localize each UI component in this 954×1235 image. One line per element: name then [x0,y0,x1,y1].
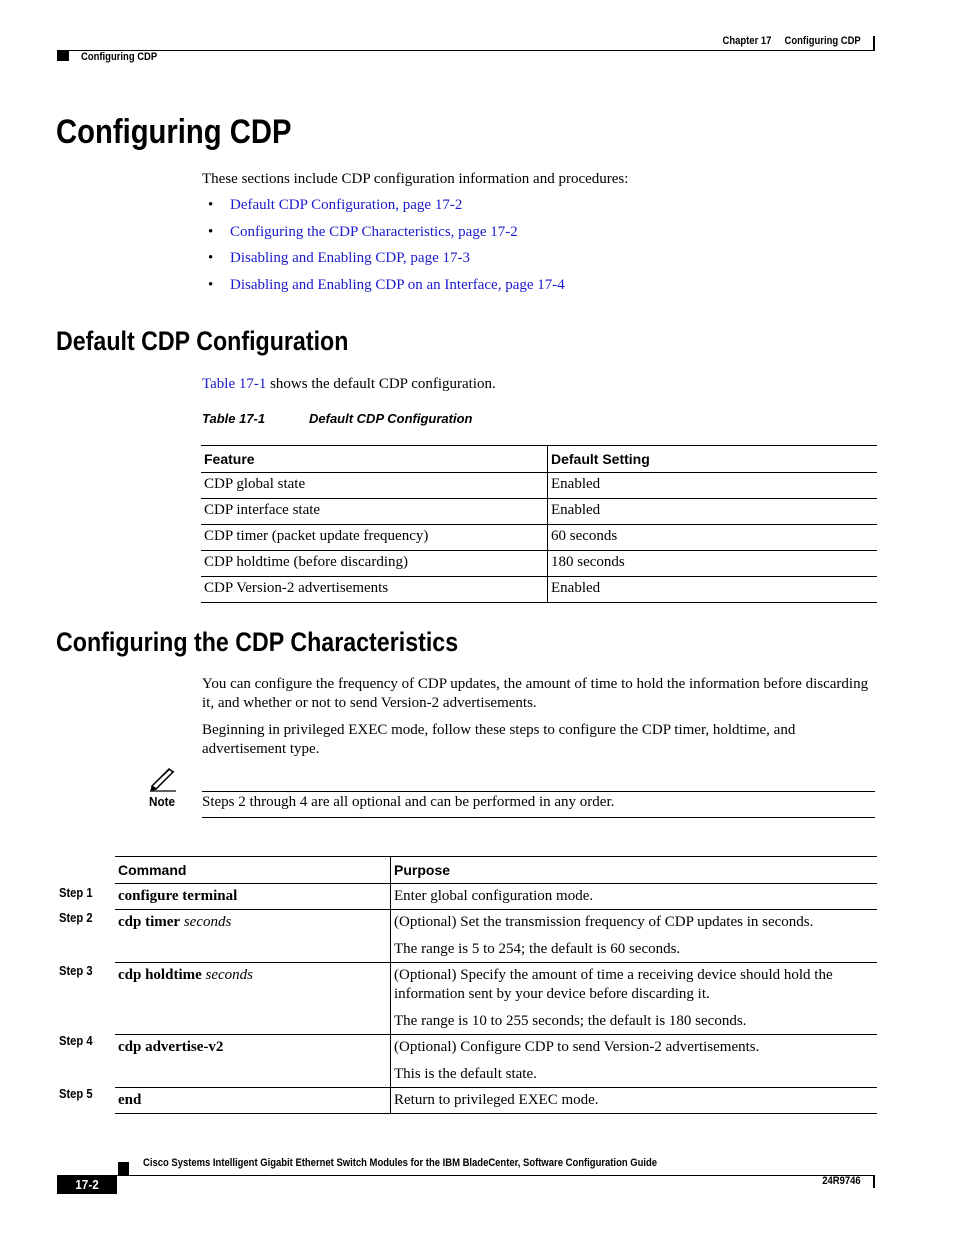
table-cell: CDP holdtime (before discarding) [201,551,548,577]
step-label: Step 3 [59,963,93,978]
table-cell: Enabled [548,473,878,499]
table-header-row [201,446,877,473]
toc-item: • Default CDP Configuration, page 17-2 [208,197,463,213]
toc-item: • Configuring the CDP Characteristics, page 17-2 [208,223,518,240]
table-row [201,577,877,603]
note-rule-bottom [202,817,875,818]
table-cell: Enabled [548,577,878,603]
purpose-cell: (Optional) Specify the amount of time a receiving device should hold the information sent by your device before discarding it. The range is 10 to 255 seconds; the default is 180 seconds. [391,963,878,1035]
purpose-cell: Return to privileged EXEC mode. [391,1088,878,1114]
characteristics-paragraph-2: Beginning in privileged EXEC mode, follow these steps to configure the CDP timer, holdtime, and advertisement type. [202,722,796,757]
command-cell: cdp timer seconds [115,910,391,963]
step-label: Step 4 [59,1033,93,1048]
table-caption [202,411,473,426]
command-cell: configure terminal [115,884,391,910]
table-cell: CDP Version-2 advertisements [201,577,548,603]
command-cell: cdp advertise-v2 [115,1035,391,1088]
table-cell: CDP timer (packet update frequency) [201,525,548,551]
table-reference-paragraph: Table 17-1 shows the default CDP configuration. [202,376,496,392]
table-row [201,473,877,499]
page-title: Configuring CDP [56,113,292,151]
default-config-table [201,445,877,603]
toc-list [208,195,565,301]
note-label: Note [149,794,176,809]
header-edge-bar [873,36,875,51]
step-label: Step 5 [59,1086,93,1101]
running-header-chapter: Chapter 17 Configuring CDP [722,35,861,47]
table-row [201,551,877,577]
command-cell: end [115,1088,391,1114]
toc-link-default-config[interactable]: Default CDP Configuration, page 17-2 [230,197,463,213]
table-cell: 180 seconds [548,551,878,577]
toc-item: • Disabling and Enabling CDP, page 17-3 [208,250,470,266]
purpose-cell: Enter global configuration mode. [391,884,878,910]
step-row [115,963,877,1035]
toc-link-disable-enable-interface[interactable]: Disabling and Enabling CDP on an Interface, page 17-4 [230,276,565,293]
pencil-note-icon [149,768,177,792]
table-row [201,499,877,525]
table-header-row [115,857,877,884]
section-heading-default-config: Default CDP Configuration [56,326,349,356]
table-cell: CDP interface state [201,499,548,525]
table-cell: 60 seconds [548,525,878,551]
footer-doc-number: 24R9746 [822,1175,861,1187]
toc-item: • Disabling and Enabling CDP on an Interface, page 17-4 [208,276,565,293]
note-rule-top [202,791,875,792]
column-header-feature: Feature [201,446,548,473]
step-row [115,1088,877,1114]
characteristics-paragraph-1: You can configure the frequency of CDP updates, the amount of time to hold the information before discarding it, and whether or not to send Version-2 advertisements. [202,676,869,711]
table-reference-link[interactable]: Table 17-1 [202,376,267,392]
table-caption-title: Default CDP Configuration [309,411,473,426]
footer-rule [57,1175,875,1176]
table-cell: Enabled [548,499,878,525]
table-cell: CDP global state [201,473,548,499]
purpose-cell: (Optional) Configure CDP to send Version-2 advertisements. This is the default state. [391,1035,878,1088]
toc-link-disable-enable[interactable]: Disabling and Enabling CDP, page 17-3 [230,250,470,266]
footer-edge-bar [873,1175,875,1188]
purpose-cell: (Optional) Set the transmission frequency of CDP updates in seconds. The range is 5 to 254; the default is 60 seconds. [391,910,878,963]
header-rule [57,50,875,51]
table-row [201,525,877,551]
toc-link-characteristics[interactable]: Configuring the CDP Characteristics, page 17-2 [230,223,518,240]
command-cell: cdp holdtime seconds [115,963,391,1035]
procedure-table [115,856,877,1114]
header-marker [57,50,69,61]
page-number: 17-2 [57,1175,117,1194]
table-caption-number: Table 17-1 [202,411,266,426]
section-heading-characteristics: Configuring the CDP Characteristics [56,627,459,657]
step-row [115,1035,877,1088]
column-header-default-setting: Default Setting [548,446,878,473]
running-header-section: Configuring CDP [81,51,158,63]
step-label: Step 2 [59,910,93,925]
footer-book-title: Cisco Systems Intelligent Gigabit Ethernet Switch Modules for the IBM BladeCenter, Software Configuration Guide [143,1157,658,1169]
footer-marker [118,1162,129,1175]
step-row [115,910,877,963]
column-header-purpose: Purpose [391,857,878,884]
intro-paragraph: These sections include CDP configuration information and procedures: [202,171,629,187]
column-header-command: Command [115,857,391,884]
note-text: Steps 2 through 4 are all optional and can be performed in any order. [202,794,615,810]
step-row [115,884,877,910]
step-label: Step 1 [59,885,93,900]
